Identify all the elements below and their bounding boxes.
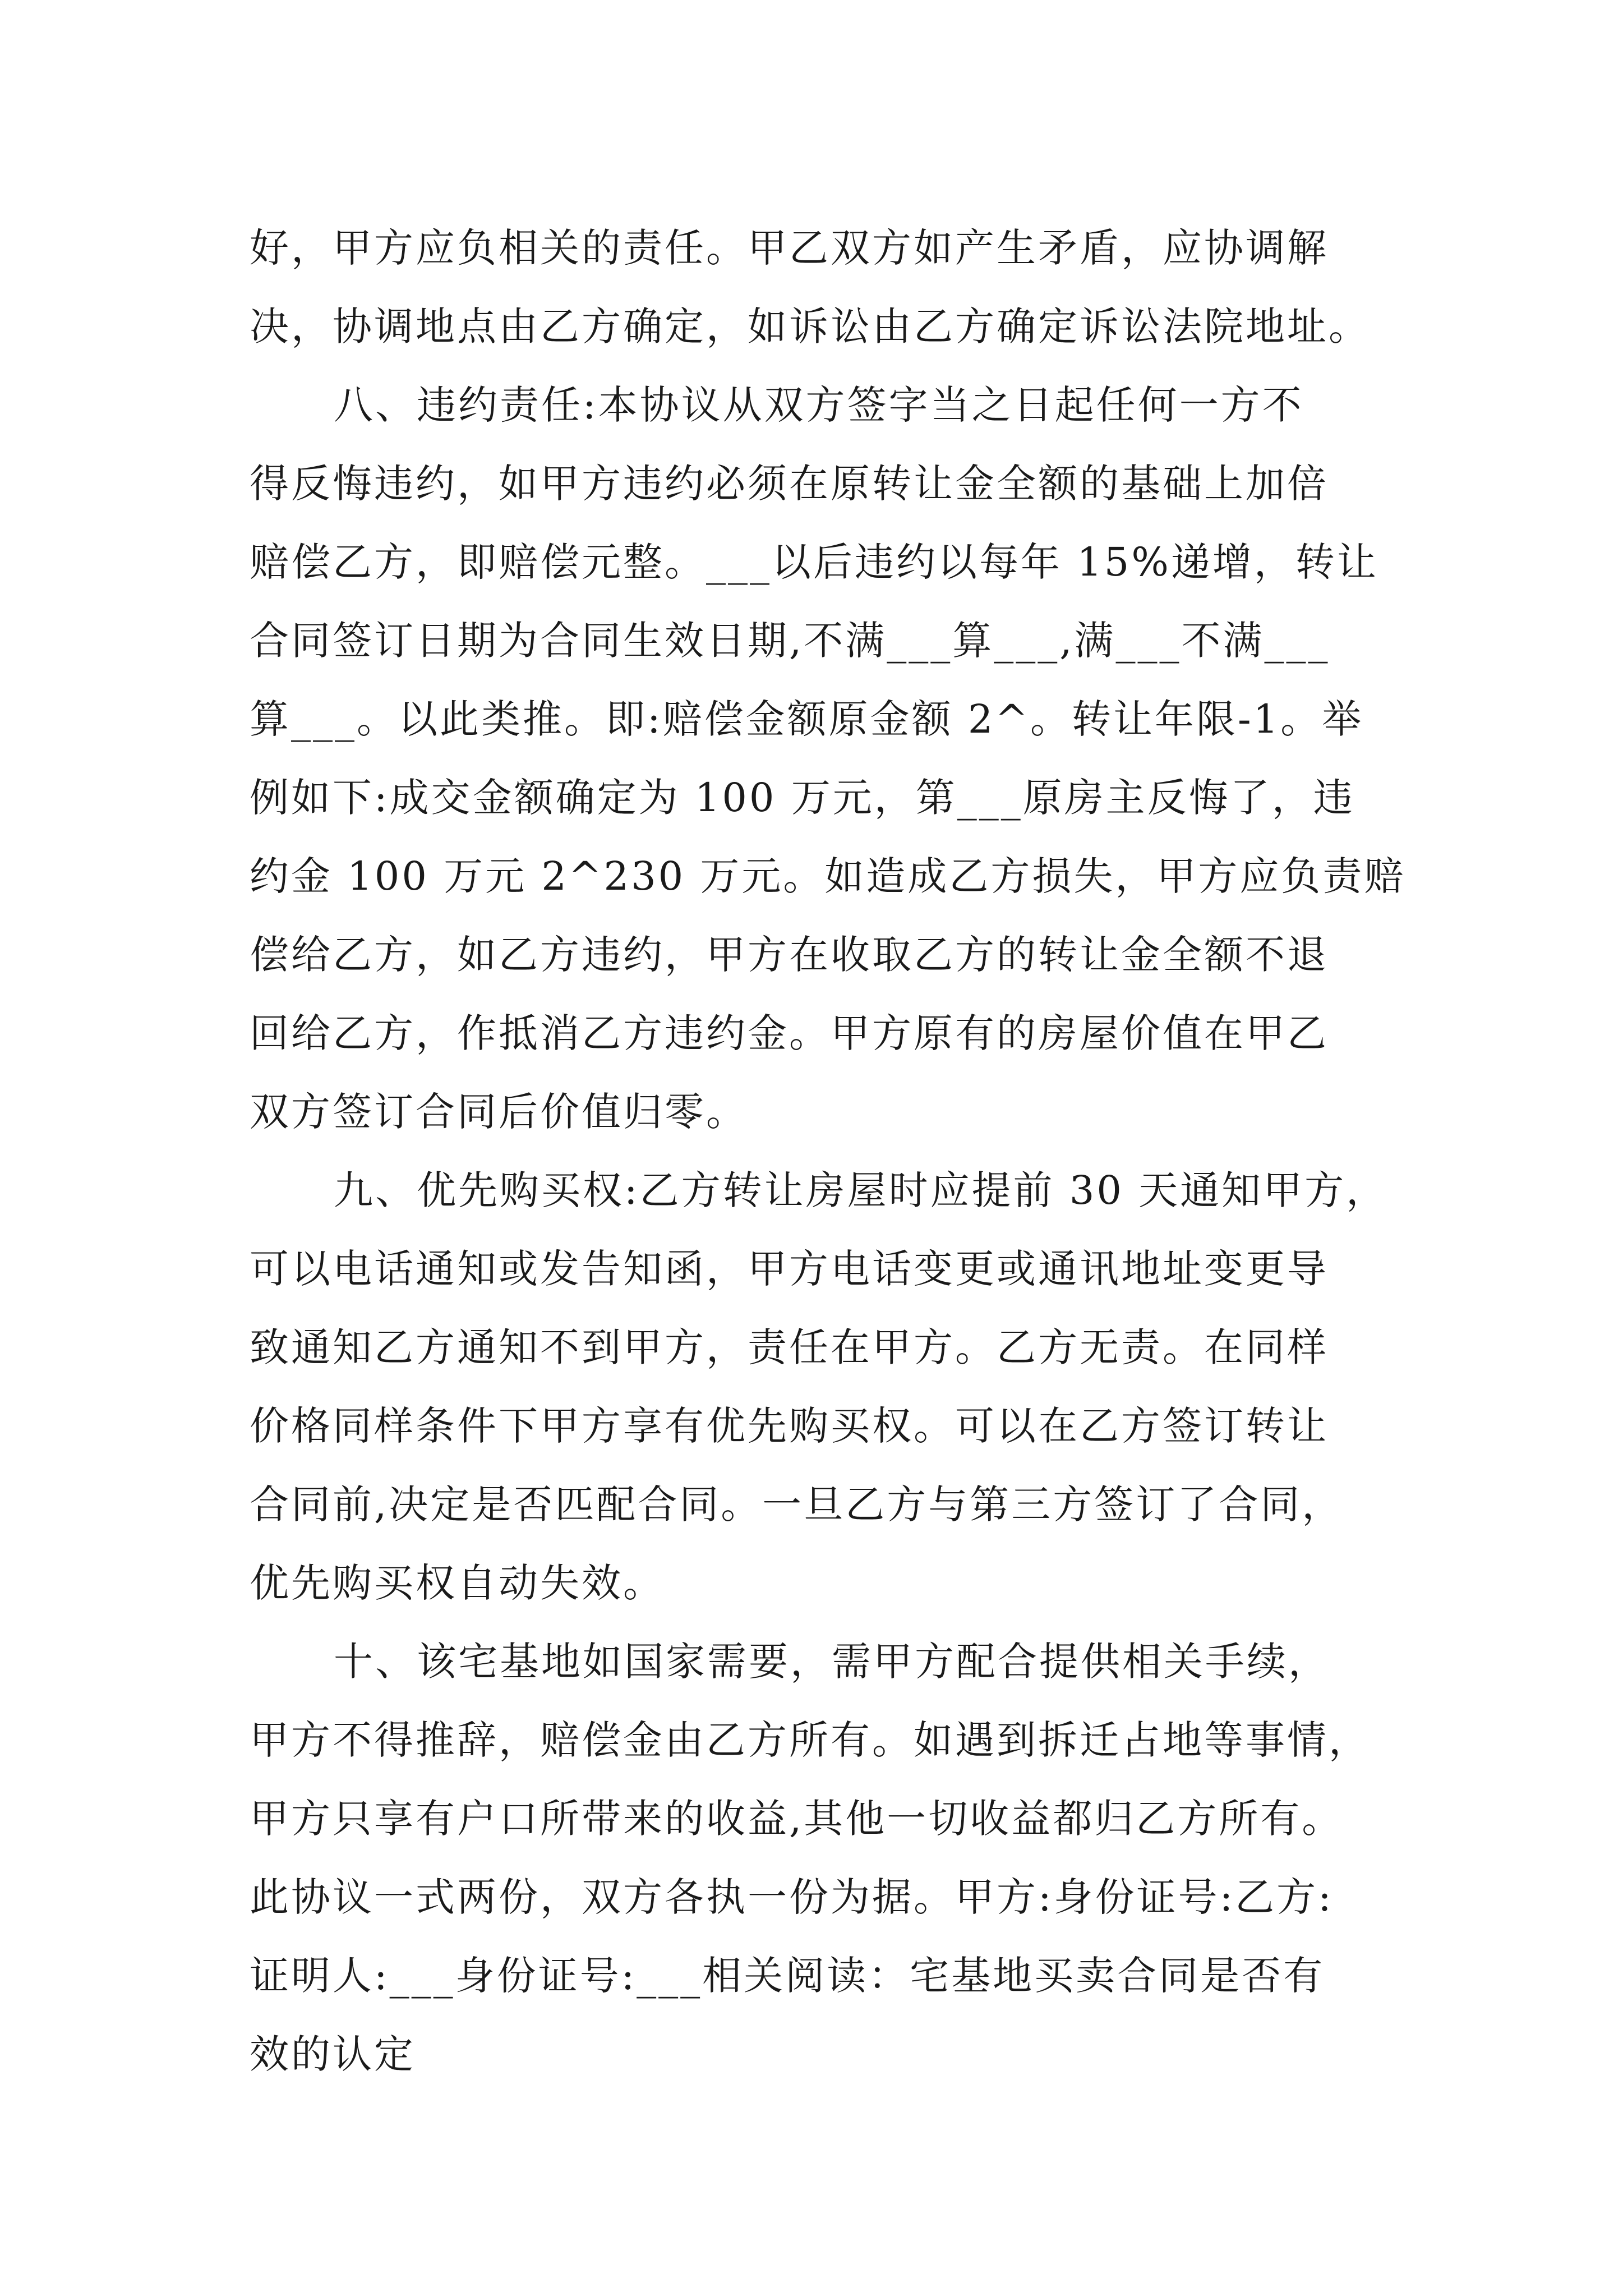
text-line: 回给乙方，作抵消乙方违约金。甲方原有的房屋价值在甲乙 — [250, 1010, 1329, 1056]
text-line: 效的认定 — [250, 2031, 416, 2077]
clause-8-heading-line: 八、违约责任:本协议从双方签字当之日起任何一方不 — [334, 382, 1304, 428]
text-line: 得反悔违约，如甲方违约必须在原转让金全额的基础上加倍 — [250, 461, 1329, 507]
text-line: 可以电话通知或发告知函，甲方电话变更或通讯地址变更导 — [250, 1246, 1329, 1292]
text-line: 双方签订合同后价值归零。 — [250, 1089, 748, 1135]
text-line: 优先购买权自动失效。 — [250, 1560, 665, 1606]
text-line: 价格同样条件下甲方享有优先购买权。可以在乙方签订转让 — [250, 1403, 1329, 1449]
text-line: 决，协调地点由乙方确定，如诉讼由乙方确定诉讼法院地址。 — [250, 303, 1370, 349]
text-line: 赔偿乙方，即赔偿元整。___以后违约以每年 15%递增，转让 — [250, 539, 1378, 585]
document-body — [250, 209, 1406, 2093]
text-line: 甲方只享有户口所带来的收益,其他一切收益都归乙方所有。 — [250, 1796, 1344, 1842]
text-line: 合同签订日期为合同生效日期,不满___算___,满___不满___ — [250, 618, 1330, 664]
text-line: 好，甲方应负相关的责任。甲乙双方如产生矛盾，应协调解 — [250, 225, 1329, 271]
text-line: 约金 100 万元 2^230 万元。如造成乙方损失，甲方应负责赔 — [250, 853, 1406, 899]
text-line: 甲方不得推辞，赔偿金由乙方所有。如遇到拆迁占地等事情， — [250, 1717, 1370, 1763]
text-line: 证明人:___身份证号:___相关阅读：宅基地买卖合同是否有 — [250, 1953, 1325, 1999]
text-line: 偿给乙方，如乙方违约，甲方在收取乙方的转让金全额不退 — [250, 932, 1329, 978]
clause-10-heading-line: 十、该宅基地如国家需要，需甲方配合提供相关手续， — [334, 1639, 1330, 1685]
text-line: 算___。以此类推。即:赔偿金额原金额 2^。转让年限-1。举 — [250, 696, 1364, 742]
text-line: 致通知乙方通知不到甲方，责任在甲方。乙方无责。在同样 — [250, 1324, 1329, 1370]
text-line: 例如下:成交金额确定为 100 万元，第___原房主反悔了，违 — [250, 775, 1355, 821]
clause-9-heading-line: 九、优先购买权:乙方转让房屋时应提前 30 天通知甲方， — [334, 1167, 1388, 1213]
text-line: 合同前,决定是否匹配合同。一旦乙方与第三方签订了合同， — [250, 1481, 1344, 1527]
text-line: 此协议一式两份，双方各执一份为据。甲方:身份证号:乙方: — [250, 1874, 1334, 1920]
